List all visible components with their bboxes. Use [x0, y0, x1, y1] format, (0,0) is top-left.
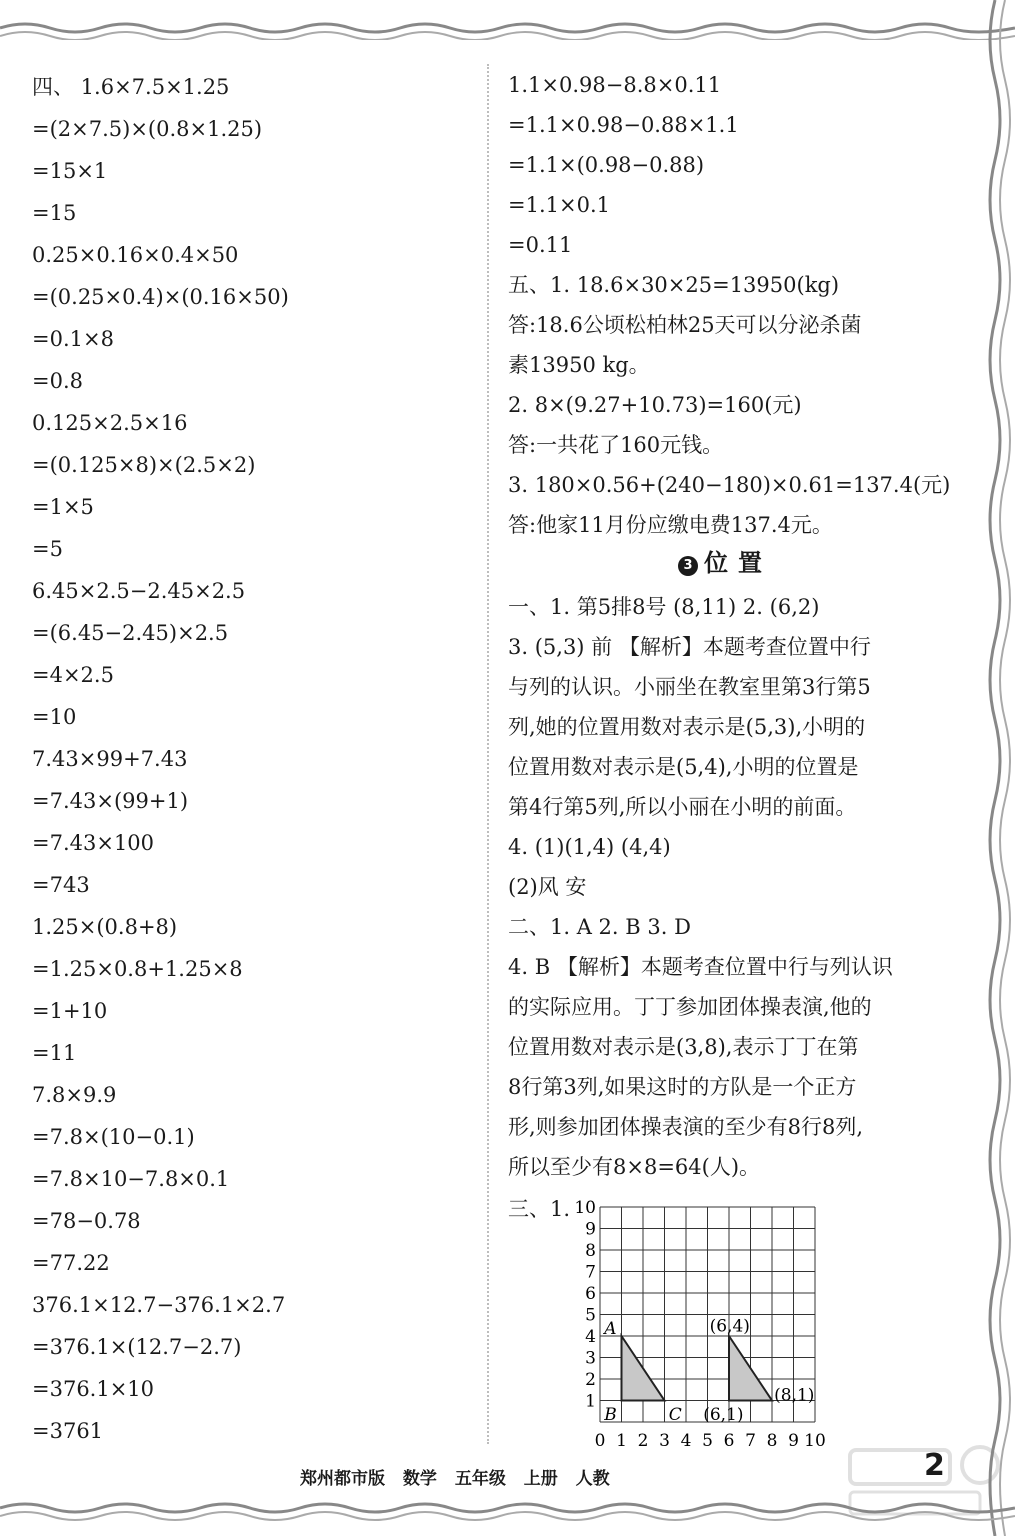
y-tick-label: 5: [585, 1305, 596, 1326]
answer-line: 6.45×2.5−2.45×2.5: [32, 579, 246, 603]
answer-line: 与列的认识。小丽坐在教室里第3行第5: [508, 675, 871, 699]
section-title: [678, 550, 772, 576]
answer-line: 4. (1)(1,4) (4,4): [508, 835, 671, 859]
answer-line: 的实际应用。丁丁参加团体操表演,他的: [508, 995, 872, 1019]
answer-line: =1+10: [32, 999, 108, 1023]
answer-line: =3761: [32, 1419, 104, 1443]
answer-line: 1.1×0.98−8.8×0.11: [508, 73, 722, 97]
section-number-badge: 3: [678, 556, 698, 576]
grid-svg: [560, 1192, 850, 1452]
answer-line: =10: [32, 705, 77, 729]
answer-line: 0.25×0.16×0.4×50: [32, 243, 239, 267]
answer-line: =1×5: [32, 495, 94, 519]
answer-line: =0.8: [32, 369, 83, 393]
coordinate-grid: [560, 1192, 850, 1452]
point-label-c: C: [668, 1404, 682, 1425]
answer-line: 位置用数对表示是(3,8),表示丁丁在第: [508, 1035, 859, 1059]
point-label-b: B: [604, 1404, 617, 1425]
x-tick-label: 6: [723, 1431, 735, 1451]
y-tick-label: 6: [585, 1284, 596, 1304]
answer-line: 形,则参加团体操表演的至少有8行8列,: [508, 1115, 864, 1139]
answer-line: 答:18.6公顷松柏林25天可以分泌杀菌: [508, 313, 862, 337]
answer-line: 第4行第5列,所以小丽在小明的前面。: [508, 795, 857, 819]
answer-line: 7.8×9.9: [32, 1083, 117, 1107]
x-tick-label: 7: [745, 1431, 756, 1451]
answer-line: =(6.45−2.45)×2.5: [32, 621, 229, 645]
answer-line: =15×1: [32, 159, 108, 183]
answer-line: 答:他家11月份应缴电费137.4元。: [508, 513, 833, 537]
answer-line: 位置用数对表示是(5,4),小明的位置是: [508, 755, 859, 779]
answer-line: =4×2.5: [32, 663, 114, 687]
answer-line: =77.22: [32, 1251, 110, 1275]
answer-line: =15: [32, 201, 77, 225]
answer-line: =1.1×0.1: [508, 193, 610, 217]
y-tick-label: 4: [585, 1327, 596, 1347]
section-title-text: 位置: [704, 549, 772, 577]
coordinate-label: (6,4): [709, 1316, 750, 1337]
answer-line: 素13950 kg。: [508, 353, 650, 377]
coordinate-label: (8,1): [774, 1385, 815, 1406]
answer-line: =(2×7.5)×(0.8×1.25): [32, 117, 263, 141]
answer-line: =0.1×8: [32, 327, 114, 351]
answer-line: =78−0.78: [32, 1209, 141, 1233]
column-divider: [487, 64, 489, 1444]
answer-line: 3. 180×0.56+(240−180)×0.61=137.4(元): [508, 473, 951, 497]
answer-line: =7.8×10−7.8×0.1: [32, 1167, 230, 1191]
answer-line: =0.11: [508, 233, 573, 257]
y-tick-label: 2: [585, 1370, 596, 1390]
answer-line: =5: [32, 537, 63, 561]
page-number: 2: [924, 1448, 945, 1483]
y-tick-label: 7: [585, 1262, 596, 1283]
x-tick-label: 10: [804, 1431, 826, 1451]
answer-line: 答:一共花了160元钱。: [508, 433, 724, 457]
answer-line: 376.1×12.7−376.1×2.7: [32, 1293, 286, 1317]
x-tick-label: 2: [637, 1431, 649, 1451]
y-tick-label: 3: [585, 1348, 596, 1369]
y-tick-label: 10: [574, 1198, 596, 1218]
answer-line: 所以至少有8×8=64(人)。: [508, 1155, 761, 1179]
watermark-logo: [830, 1440, 1000, 1520]
top-border-decoration: [0, 0, 1015, 40]
answer-line: =11: [32, 1041, 77, 1065]
answer-line: 8行第3列,如果这时的方队是一个正方: [508, 1075, 857, 1099]
answer-line: 四、 1.6×7.5×1.25: [32, 75, 230, 99]
answer-line: =743: [32, 873, 90, 897]
x-tick-label: 5: [702, 1431, 713, 1451]
answer-line: =376.1×10: [32, 1377, 155, 1401]
answer-line: 7.43×99+7.43: [32, 747, 188, 771]
answer-line: =376.1×(12.7−2.7): [32, 1335, 242, 1359]
y-tick-label: 1: [585, 1391, 596, 1412]
answer-line: =7.43×(99+1): [32, 789, 189, 813]
answer-line: 4. B 【解析】本题考查位置中行与列认识: [508, 955, 893, 979]
answer-line: =1.1×(0.98−0.88): [508, 153, 705, 177]
answer-line: 二、1. A 2. B 3. D: [508, 915, 691, 939]
answer-line: =7.8×(10−0.1): [32, 1125, 195, 1149]
answer-line: =1.25×0.8+1.25×8: [32, 957, 243, 981]
answer-line: =1.1×0.98−0.88×1.1: [508, 113, 739, 137]
answer-line: 1.25×(0.8+8): [32, 915, 178, 939]
answer-line: 列,她的位置用数对表示是(5,3),小明的: [508, 715, 866, 739]
point-label-a: A: [604, 1318, 617, 1339]
x-tick-label: 4: [680, 1431, 692, 1451]
answer-line: 五、1. 18.6×30×25=13950(kg): [508, 273, 840, 297]
coordinate-label: (6,1): [703, 1404, 744, 1425]
x-tick-label: 0: [594, 1431, 606, 1451]
x-tick-label: 9: [788, 1431, 799, 1451]
y-tick-label: 8: [585, 1241, 596, 1261]
y-tick-label: 9: [585, 1219, 596, 1240]
answer-line: 一、1. 第5排8号 (8,11) 2. (6,2): [508, 595, 820, 619]
grid-question-label: 三、1.: [508, 1197, 571, 1221]
x-tick-label: 8: [766, 1431, 778, 1451]
answer-line: (2)风 安: [508, 875, 587, 899]
answer-line: 3. (5,3) 前 【解析】本题考查位置中行: [508, 635, 871, 659]
answer-line: =7.43×100: [32, 831, 155, 855]
answer-line: =(0.125×8)×(2.5×2): [32, 453, 256, 477]
answer-line: =(0.25×0.4)×(0.16×50): [32, 285, 289, 309]
x-tick-label: 1: [616, 1431, 627, 1451]
x-tick-label: 3: [659, 1431, 670, 1451]
answer-line: 2. 8×(9.27+10.73)=160(元): [508, 393, 802, 417]
right-border-decoration: [955, 0, 1015, 1536]
page-footer: 郑州都市版 数学 五年级 上册 人教: [300, 1469, 610, 1489]
answer-line: 0.125×2.5×16: [32, 411, 188, 435]
